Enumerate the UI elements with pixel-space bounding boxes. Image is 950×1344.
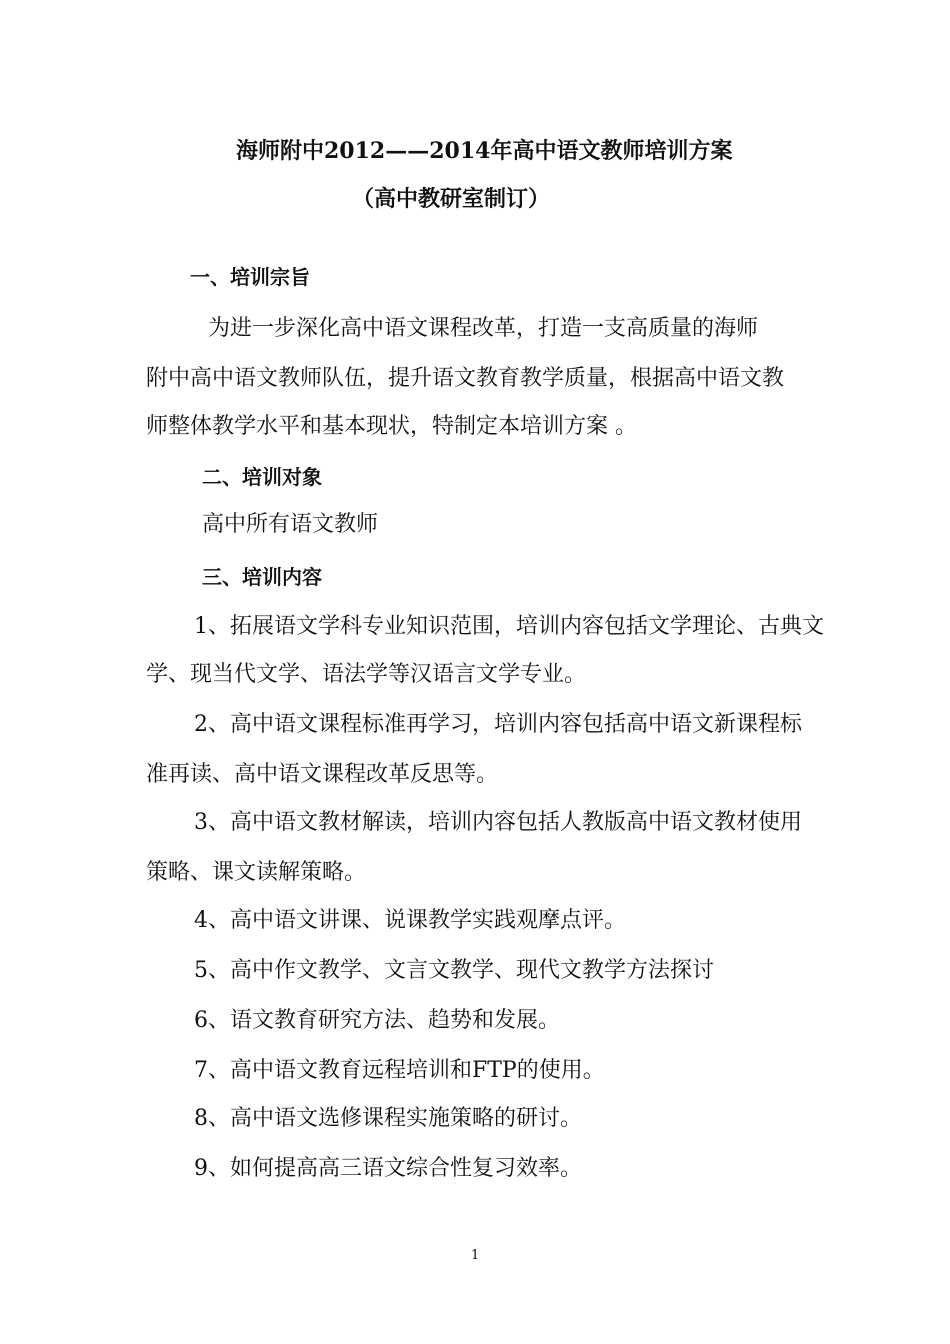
content-line: 6、语文教育研究方法、趋势和发展。 [194, 1008, 560, 1033]
section-heading-target: 二、培训对象 [202, 465, 322, 489]
paragraph-line: 师整体教学水平和基本现状，特制定本培训方案 。 [146, 414, 637, 439]
target-text: 高中所有语文教师 [202, 512, 379, 537]
document-title: 海师附中2012——2014年高中语文教师培训方案 [236, 138, 733, 164]
page-number: 1 [471, 1248, 480, 1263]
content-line: 8、高中语文选修课程实施策略的研讨。 [194, 1106, 582, 1131]
content-line: 3、高中语文教材解读，培训内容包括人教版高中语文教材使用 [194, 810, 802, 835]
content-line: 4、高中语文讲课、说课教学实践观摩点评。 [194, 908, 626, 933]
content-line: 策略、课文读解策略。 [146, 860, 367, 885]
content-line: 9、如何提高高三语文综合性复习效率。 [194, 1156, 582, 1181]
content-line: 5、高中作文教学、文言文教学、现代文教学方法探讨 [194, 958, 714, 983]
document-subtitle: （高中教研室制订） [352, 186, 551, 212]
content-line: 7、高中语文教育远程培训和FTP的使用。 [194, 1058, 605, 1083]
section-heading-purpose: 一、培训宗旨 [190, 265, 310, 289]
content-line: 1、拓展语文学科专业知识范围，培训内容包括文学理论、古典文 [194, 614, 824, 639]
content-line: 学、现当代文学、语法学等汉语言文学专业。 [146, 662, 587, 687]
paragraph-line: 为进一步深化高中语文课程改革，打造一支高质量的海师 [208, 316, 759, 341]
content-line: 准再读、高中语文课程改革反思等。 [146, 762, 499, 787]
paragraph-line: 附中高中语文教师队伍，提升语文教育教学质量，根据高中语文教 [146, 366, 785, 391]
content-line: 2、高中语文课程标准再学习，培训内容包括高中语文新课程标 [194, 712, 802, 737]
section-heading-content: 三、培训内容 [202, 565, 322, 589]
